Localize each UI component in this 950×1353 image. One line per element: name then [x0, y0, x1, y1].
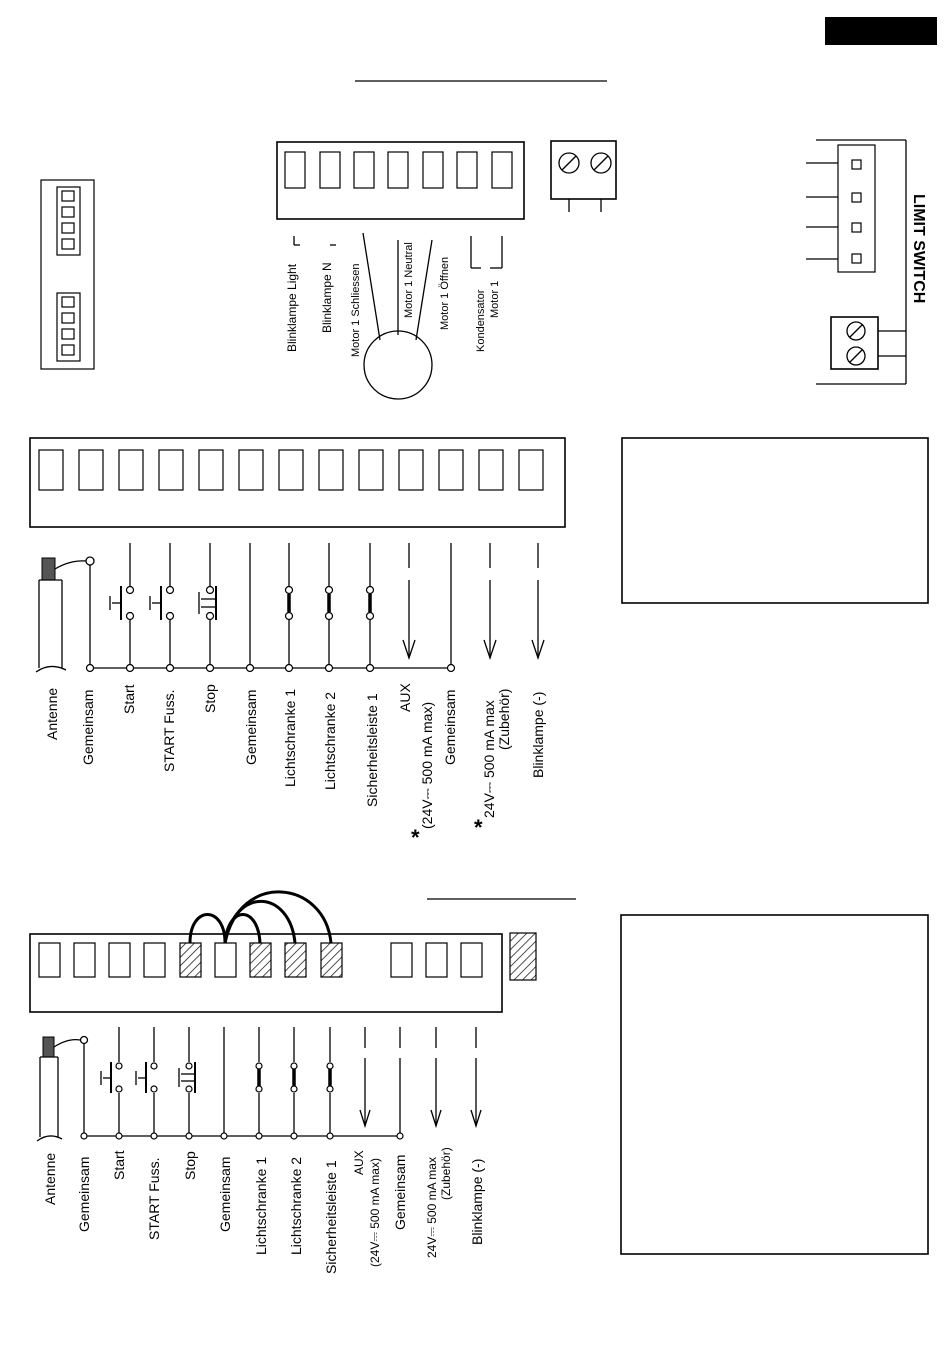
- label-motor1-schliessen: Motor 1 Schliessen: [350, 263, 362, 357]
- motor-terminal-block: [277, 142, 524, 219]
- label-gemeinsam-3: Gemeinsam: [442, 689, 458, 765]
- label2-start-fuss: START Fuss.: [146, 1157, 162, 1240]
- label-blinklampe-light: Blinklampe Light: [285, 263, 299, 352]
- nc-contacts-2: [256, 1063, 333, 1092]
- wires-1: [90, 543, 451, 665]
- output-arrows-1: [403, 543, 544, 658]
- label-start: Start: [121, 684, 137, 714]
- label-24v-spec: 24V⎓ 500 mA max: [481, 700, 497, 818]
- start-fuss-switch-2: [136, 1062, 157, 1093]
- label-kondensator: Kondensator: [475, 289, 487, 352]
- label-sicherheitsleiste-1: Sicherheitsleiste 1: [364, 693, 380, 807]
- label2-gemeinsam-3: Gemeinsam: [392, 1154, 408, 1230]
- wiring-diagram-2: [30, 892, 536, 1274]
- label2-lichtschranke-1: Lichtschranke 1: [253, 1156, 269, 1255]
- label2-blinklampe-minus: Blinklampe (-): [469, 1158, 485, 1245]
- label-blinklampe-minus: Blinklampe (-): [530, 691, 546, 778]
- label-aux-spec: (24V⎓ 500 mA max): [419, 701, 435, 829]
- connector-module: [41, 180, 94, 369]
- label2-start: Start: [111, 1150, 127, 1180]
- antenna-1: [36, 557, 94, 672]
- label-lichtschranke-1: Lichtschranke 1: [282, 688, 298, 787]
- label2-lichtschranke-2: Lichtschranke 2: [288, 1156, 304, 1255]
- label-start-fuss: START Fuss.: [161, 689, 177, 772]
- limit-switch: [806, 140, 927, 384]
- label-stop: Stop: [202, 684, 218, 713]
- label-lichtschranke-2: Lichtschranke 2: [322, 691, 338, 790]
- labels-1: [44, 683, 546, 850]
- label-motor1: Motor 1: [489, 280, 501, 318]
- label2-stop: Stop: [182, 1151, 198, 1180]
- motor-symbol: [364, 331, 432, 399]
- stop-switch-2: [179, 1062, 195, 1093]
- labels-2: [42, 1147, 485, 1274]
- label2-gemeinsam: Gemeinsam: [76, 1156, 92, 1232]
- hatched-terminal-ext: [510, 933, 536, 980]
- label-antenne: Antenne: [44, 687, 60, 740]
- label-motor1-neutral: Motor 1 Neutral: [403, 242, 415, 318]
- start-switch-2: [101, 1062, 122, 1093]
- wiring-diagram-1: [30, 438, 565, 850]
- wires-2: [84, 1027, 400, 1133]
- label-motor1-oeffnen: Motor 1 Öffnen: [439, 256, 451, 330]
- label2-gemeinsam-2: Gemeinsam: [217, 1156, 233, 1232]
- info-box-2: [621, 915, 928, 1254]
- header-block: [825, 17, 937, 45]
- start-fuss-switch-1: [150, 586, 174, 620]
- info-box-1: [622, 438, 928, 603]
- label2-antenne: Antenne: [42, 1152, 58, 1205]
- motor-labels: [285, 242, 501, 357]
- label-blinklampe-n: Blinklampe N: [320, 262, 334, 333]
- nc-contacts-1: [286, 587, 374, 620]
- label2-aux: AUX: [352, 1150, 366, 1175]
- label2-zubehoer: (Zubehör): [439, 1147, 453, 1200]
- label-zubehoer: (Zubehör): [496, 688, 512, 750]
- start-switch-1: [110, 586, 134, 620]
- antenna-2: [37, 1037, 88, 1142]
- screw-terminal-top: [551, 141, 616, 212]
- output-arrows-2: [360, 1027, 481, 1126]
- label2-sicherheitsleiste-1: Sicherheitsleiste 1: [323, 1160, 339, 1274]
- asterisk-1: *: [411, 825, 420, 850]
- label-gemeinsam: Gemeinsam: [80, 689, 96, 765]
- label-aux: AUX: [397, 683, 413, 712]
- label-gemeinsam-2: Gemeinsam: [243, 689, 259, 765]
- asterisk-2: *: [474, 815, 483, 840]
- label2-24v-spec: 24V⎓ 500 mA max: [425, 1157, 439, 1258]
- stop-switch-1: [199, 586, 216, 620]
- limit-switch-label: LIMIT SWITCH: [910, 194, 927, 304]
- label2-aux-spec: (24V⎓ 500 mA max): [368, 1158, 382, 1267]
